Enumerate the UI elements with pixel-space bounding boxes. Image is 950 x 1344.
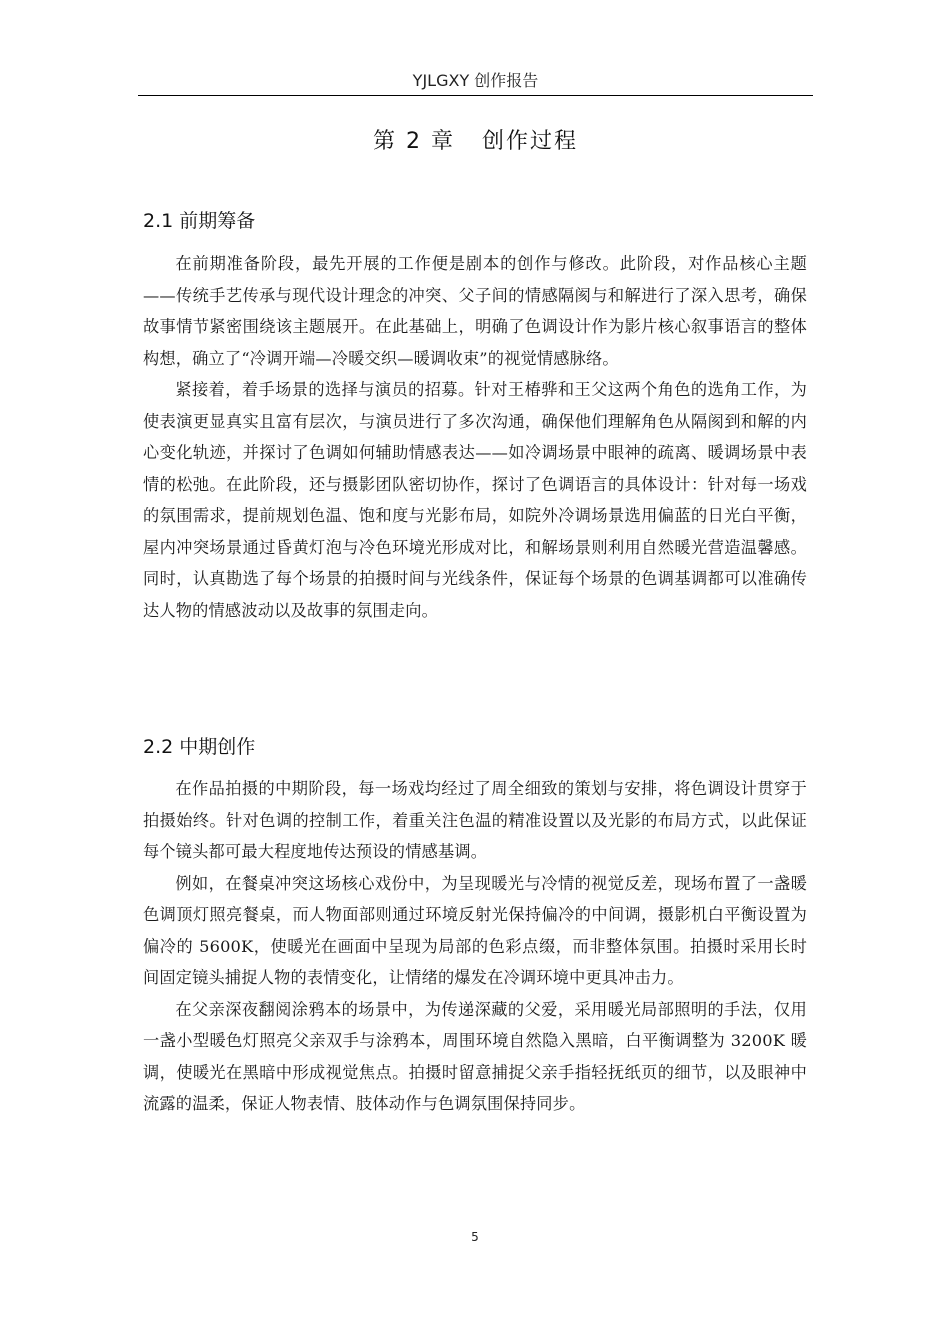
paragraph: 在前期准备阶段，最先开展的工作便是剧本的创作与修改。此阶段，对作品核心主题——传统手艺传承与现代设计理念的冲突、父子间的情感隔阂与和解进行了深入思考，确保故事情节紧密围绕该主题展开。在此基础上，明确了色调设计作为影片核心叙事语言的整体构想，确立了“冷调开端—冷暖交织—暖调收束”的视觉情感脉络。 — [143, 254, 807, 368]
section-heading-2-2: 2.2 中期创作 — [143, 736, 256, 758]
header-rule — [138, 95, 813, 96]
chapter-title: 第 2 章 创作过程 — [373, 129, 578, 154]
paragraph: 例如，在餐桌冲突这场核心戏份中，为呈现暖光与冷情的视觉反差，现场布置了一盏暖色调顶灯照亮餐桌，而人物面部则通过环境反射光保持偏冷的中间调，摄影机白平衡设置为偏冷的 5600K，使暖光在画面中呈现为局部的色彩点缀，而非整体氛围。拍摄时采用长时间固定镜头捕捉人物的表情变化，让情绪的爆发在冷调环境中更具冲击力。 — [143, 873, 807, 987]
running-header: YJLGXY 创作报告 — [412, 71, 539, 90]
section-body-2-1 — [143, 248, 807, 626]
paragraph: 紧接着，着手场景的选择与演员的招募。针对王椿骅和王父这两个角色的选角工作，为使表演更显真实且富有层次，与演员进行了多次沟通，确保他们理解角色从隔阂到和解的内心变化轨迹，并探讨了色调如何辅助情感表达——如冷调场景中眼神的疏离、暖调场景中表情的松弛。在此阶段，还与摄影团队密切协作，探讨了色调语言的具体设计：针对每一场戏的氛围需求，提前规划色温、饱和度与光影布局，如院外冷调场景选用偏蓝的日光白平衡，屋内冲突场景通过昏黄灯泡与冷色环境光形成对比，和解场景则利用自然暖光营造温馨感。同时，认真勘选了每个场景的拍摄时间与光线条件，保证每个场景的色调基调都可以准确传达人物的情感波动以及故事的氛围走向。 — [143, 380, 807, 620]
paragraph: 在作品拍摄的中期阶段，每一场戏均经过了周全细致的策划与安排，将色调设计贯穿于拍摄始终。针对色调的控制工作，着重关注色温的精准设置以及光影的布局方式，以此保证每个镜头都可最大程度地传达预设的情感基调。 — [143, 779, 807, 861]
page-number: 5 — [471, 1230, 479, 1244]
section-heading-2-1: 2.1 前期筹备 — [143, 210, 256, 232]
paragraph: 在父亲深夜翻阅涂鸦本的场景中，为传递深藏的父爱，采用暖光局部照明的手法，仅用一盏小型暖色灯照亮父亲双手与涂鸦本，周围环境自然隐入黑暗，白平衡调整为 3200K 暖调，使暖光在黑暗中形成视觉焦点。拍摄时留意捕捉父亲手指轻抚纸页的细节，以及眼神中流露的温柔，保证人物表情、肢体动作与色调氛围保持同步。 — [143, 999, 807, 1113]
section-body-2-2 — [143, 773, 807, 1120]
